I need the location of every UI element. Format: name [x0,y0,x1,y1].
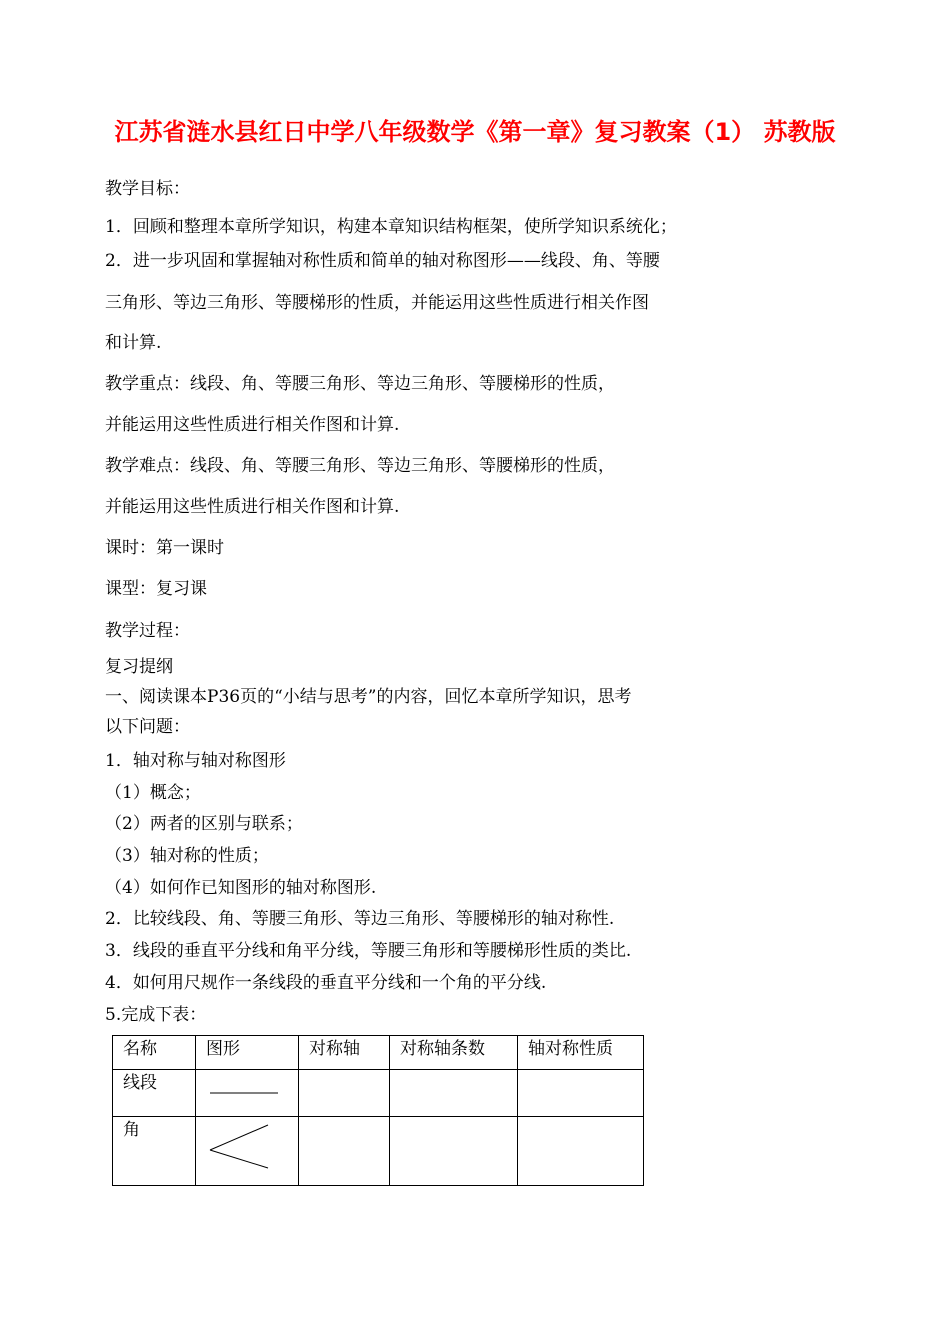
review-outline: 复习提纲 [105,657,173,677]
process-heading: 教学过程： [105,621,190,641]
lesson-type: 课型：复习课 [105,579,207,599]
difficulties-line-1: 教学难点：线段、角、等腰三角形、等边三角形、等腰梯形的性质， [105,456,615,476]
shape-cell-segment [196,1070,299,1117]
objective-2-line-1: 2．进一步巩固和掌握轴对称性质和简单的轴对称图形——线段、角、等腰 [105,251,660,271]
question-1: 1．轴对称与轴对称图形 [105,751,286,771]
table-cell [299,1070,390,1117]
table-header-cell: 轴对称性质 [518,1036,644,1070]
question-1-sub-3: （3）轴对称的性质； [105,846,269,866]
table-cell: 线段 [113,1070,196,1117]
objective-2-line-3: 和计算. [105,333,162,353]
table-cell [518,1117,644,1186]
table-header-cell: 对称轴 [299,1036,390,1070]
table-header-cell: 图形 [196,1036,299,1070]
table-cell [299,1117,390,1186]
key-points-line-2: 并能运用这些性质进行相关作图和计算. [105,415,400,435]
question-1-sub-4: （4）如何作已知图形的轴对称图形. [105,878,377,898]
table-cell [518,1070,644,1117]
table-cell: 角 [113,1117,196,1186]
question-1-sub-2: （2）两者的区别与联系； [105,814,303,834]
angle-figure [206,1119,286,1177]
question-2: 2．比较线段、角、等腰三角形、等边三角形、等腰梯形的轴对称性. [105,909,615,929]
question-4: 4．如何用尺规作一条线段的垂直平分线和一个角的平分线. [105,973,547,993]
difficulties-line-2: 并能运用这些性质进行相关作图和计算. [105,497,400,517]
table-header-row [113,1036,644,1070]
question-5: 5.完成下表： [105,1005,207,1025]
objectives-heading: 教学目标： [105,179,190,199]
table-header-cell: 对称轴条数 [390,1036,518,1070]
question-3: 3．线段的垂直平分线和角平分线，等腰三角形和等腰梯形性质的类比. [105,941,632,961]
objective-2-line-2: 三角形、等边三角形、等腰梯形的性质，并能运用这些性质进行相关作图 [105,293,649,313]
comparison-table [112,1035,644,1186]
section-1-line-2: 以下问题： [105,717,190,737]
section-1-line-1: 一、阅读课本P36页的“小结与思考”的内容，回忆本章所学知识，思考 [105,687,632,707]
table-header-cell: 名称 [113,1036,196,1070]
table-cell [390,1070,518,1117]
line-segment-figure [206,1072,286,1108]
shape-cell-angle [196,1117,299,1186]
document-title: 江苏省涟水县红日中学八年级数学《第一章》复习教案（1） 苏教版 [114,118,836,146]
table-row [113,1117,644,1186]
key-points-line-1: 教学重点：线段、角、等腰三角形、等边三角形、等腰梯形的性质， [105,374,615,394]
question-1-sub-1: （1）概念； [105,783,201,803]
class-hours: 课时：第一课时 [105,538,224,558]
objective-1: 1．回顾和整理本章所学知识，构建本章知识结构框架，使所学知识系统化； [105,217,677,237]
table-row [113,1070,644,1117]
table-cell [390,1117,518,1186]
